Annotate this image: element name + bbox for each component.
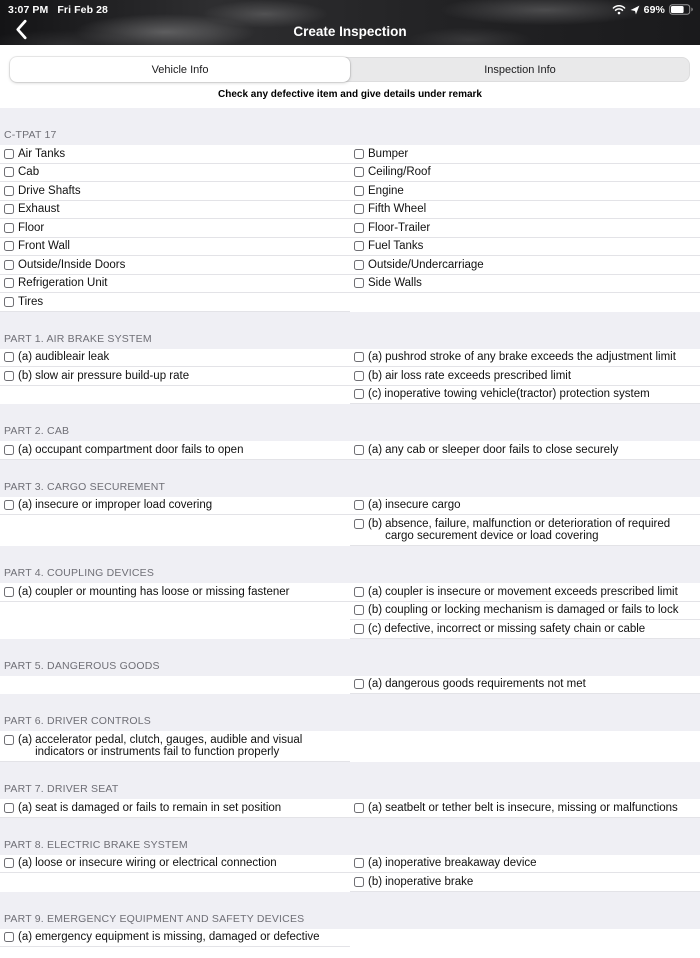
section-column-left xyxy=(0,676,350,695)
section-column-right xyxy=(350,497,700,547)
item-label: Drive Shafts xyxy=(18,184,81,197)
item-marker: (a) xyxy=(18,443,33,456)
section-column-left xyxy=(0,855,350,892)
battery-percent: 69% xyxy=(643,3,665,16)
checklist-item[interactable] xyxy=(350,441,700,460)
section-column-right xyxy=(350,929,700,958)
item-label: Floor-Trailer xyxy=(368,221,431,234)
item-marker: (a) xyxy=(368,443,383,456)
checkbox-unchecked-icon[interactable] xyxy=(4,371,14,381)
section xyxy=(0,762,700,818)
item-label: Outside/Inside Doors xyxy=(18,258,126,271)
checklist-item[interactable] xyxy=(350,349,700,368)
section-column-left xyxy=(0,799,350,818)
checkbox-unchecked-icon[interactable] xyxy=(4,223,14,233)
item-marker: (b) xyxy=(368,369,383,382)
tab-inspection-info[interactable] xyxy=(350,57,690,82)
checklist-item[interactable] xyxy=(350,182,700,201)
checkbox-unchecked-icon[interactable] xyxy=(4,587,14,597)
checklist-item[interactable] xyxy=(0,583,350,602)
checklist-item[interactable] xyxy=(350,873,700,892)
tab-label: Inspection Info xyxy=(484,63,556,76)
checkbox-unchecked-icon[interactable] xyxy=(354,241,364,251)
item-label: Fuel Tanks xyxy=(368,240,424,252)
item-label: Refrigeration Unit xyxy=(18,277,108,289)
item-label: emergency equipment is missing, damaged or defective xyxy=(35,931,320,943)
checklist-item[interactable] xyxy=(0,219,350,238)
section-column-left xyxy=(0,349,350,405)
item-marker: (b) xyxy=(368,604,383,616)
checkbox-unchecked-icon[interactable] xyxy=(4,858,14,868)
status-date: Fri Feb 28 xyxy=(57,3,108,16)
checklist-item[interactable] xyxy=(0,182,350,201)
item-label: insecure or improper load covering xyxy=(35,499,213,511)
section-body xyxy=(0,731,700,762)
item-marker: (a) xyxy=(368,351,383,363)
section xyxy=(0,404,700,460)
section-column-right xyxy=(350,855,700,892)
item-marker: (a) xyxy=(368,585,383,598)
item-marker: (a) xyxy=(368,678,383,690)
checklist-item[interactable] xyxy=(350,497,700,516)
section xyxy=(0,694,700,762)
section-body xyxy=(0,929,700,958)
item-label: Bumper xyxy=(368,147,409,160)
checkbox-unchecked-icon[interactable] xyxy=(4,167,14,177)
location-arrow-icon xyxy=(630,5,640,15)
checklist-item[interactable] xyxy=(350,201,700,220)
item-label: air loss rate exceeds prescribed limit xyxy=(385,369,572,382)
checklist-item[interactable] xyxy=(350,386,700,405)
checkbox-unchecked-icon[interactable] xyxy=(354,371,364,381)
item-label: insecure cargo xyxy=(385,499,461,511)
checkbox-unchecked-icon[interactable] xyxy=(354,500,364,510)
item-marker: (a) xyxy=(18,351,33,363)
checklist-item[interactable] xyxy=(350,855,700,874)
status-time: 3:07 PM xyxy=(8,3,49,16)
section-column-right xyxy=(350,799,700,818)
item-marker: (a) xyxy=(18,931,33,943)
item-label: audibleair leak xyxy=(35,351,110,363)
checklist-item[interactable] xyxy=(350,256,700,275)
checklist-item[interactable] xyxy=(350,145,700,164)
checkbox-unchecked-icon[interactable] xyxy=(4,500,14,510)
checklist-item[interactable] xyxy=(0,929,350,948)
checkbox-unchecked-icon[interactable] xyxy=(354,624,364,634)
checkbox-unchecked-icon[interactable] xyxy=(354,223,364,233)
item-marker: (a) xyxy=(368,857,383,869)
checkbox-unchecked-icon[interactable] xyxy=(354,877,364,887)
item-label: inoperative breakaway device xyxy=(385,857,537,869)
checklist-item[interactable] xyxy=(350,275,700,294)
item-label: loose or insecure wiring or electrical connection xyxy=(35,857,277,869)
checkbox-unchecked-icon[interactable] xyxy=(354,167,364,177)
status-bar xyxy=(0,0,700,17)
checklist-item[interactable] xyxy=(0,497,350,516)
item-label: Outside/Undercarriage xyxy=(368,258,484,271)
checkbox-unchecked-icon[interactable] xyxy=(354,149,364,159)
section-body xyxy=(0,855,700,892)
section-header: PART 7. DRIVER SEAT xyxy=(4,783,119,795)
section xyxy=(0,312,700,405)
checklist-item[interactable] xyxy=(0,275,350,294)
battery-icon xyxy=(669,4,693,15)
checkbox-unchecked-icon[interactable] xyxy=(354,858,364,868)
section-column-left xyxy=(0,497,350,547)
section-body xyxy=(0,349,700,405)
section-column-left xyxy=(0,441,350,460)
item-marker: (b) xyxy=(368,517,383,530)
checkbox-unchecked-icon[interactable] xyxy=(354,204,364,214)
section-column-right xyxy=(350,349,700,405)
page-title: Create Inspection xyxy=(293,23,407,39)
item-label: Front Wall xyxy=(18,240,70,252)
section xyxy=(0,546,700,639)
item-label: inoperative towing vehicle(tractor) protection system xyxy=(384,388,650,400)
section-column-right xyxy=(350,676,700,695)
item-marker: (a) xyxy=(18,733,33,746)
checklist-item[interactable] xyxy=(350,515,700,546)
checklist-item[interactable] xyxy=(0,731,350,762)
section-header: PART 5. DANGEROUS GOODS xyxy=(4,659,160,672)
checkbox-unchecked-icon[interactable] xyxy=(4,735,14,745)
item-label: Tires xyxy=(18,295,44,308)
item-label: Floor xyxy=(18,221,45,234)
section-header: PART 2. CAB xyxy=(4,425,70,437)
section-column-left xyxy=(0,583,350,639)
checklist-item[interactable] xyxy=(0,441,350,460)
section-column-right xyxy=(350,731,700,762)
item-label: seatbelt or tether belt is insecure, missing or malfunctions xyxy=(385,801,678,814)
item-label: any cab or sleeper door fails to close securely xyxy=(385,443,619,456)
section-body xyxy=(0,497,700,547)
item-label: Exhaust xyxy=(18,203,60,215)
item-label: Engine xyxy=(368,184,404,197)
checklist-item[interactable] xyxy=(0,145,350,164)
item-label: defective, incorrect or missing safety chain or cable xyxy=(384,622,646,635)
item-label: coupler is insecure or movement exceeds prescribed limit xyxy=(385,585,678,598)
section-body xyxy=(0,676,700,695)
item-label: coupler or mounting has loose or missing fastener xyxy=(35,585,290,598)
section-column-left xyxy=(0,731,350,762)
nav-bar xyxy=(0,17,700,45)
item-label: Side Walls xyxy=(368,277,422,289)
instruction-text: Check any defective item and give details under remark xyxy=(218,89,482,100)
section-header: PART 6. DRIVER CONTROLS xyxy=(4,715,151,727)
section-body xyxy=(0,583,700,639)
checklist-item[interactable] xyxy=(0,238,350,257)
item-marker: (a) xyxy=(18,801,33,814)
app-header xyxy=(0,0,700,45)
item-marker: (c) xyxy=(368,388,382,400)
checkbox-unchecked-icon[interactable] xyxy=(354,587,364,597)
checklist-item[interactable] xyxy=(350,367,700,386)
section xyxy=(0,639,700,695)
checklist-item[interactable] xyxy=(350,164,700,183)
checkbox-unchecked-icon[interactable] xyxy=(4,932,14,942)
section-header: PART 1. AIR BRAKE SYSTEM xyxy=(4,332,152,345)
checkbox-unchecked-icon[interactable] xyxy=(354,519,364,529)
section-body xyxy=(0,145,700,312)
checkbox-unchecked-icon[interactable] xyxy=(354,803,364,813)
item-marker: (b) xyxy=(18,369,33,382)
item-marker: (a) xyxy=(18,857,33,869)
checkbox-unchecked-icon[interactable] xyxy=(354,278,364,288)
checkbox-unchecked-icon[interactable] xyxy=(354,352,364,362)
checklist-item[interactable] xyxy=(0,256,350,275)
section-column-left xyxy=(0,929,350,958)
item-marker: (a) xyxy=(18,585,33,598)
item-label: Ceiling/Roof xyxy=(368,166,431,178)
item-label: Air Tanks xyxy=(18,147,66,160)
tab-vehicle-info[interactable] xyxy=(10,57,350,82)
checklist-item[interactable] xyxy=(350,238,700,257)
item-label: slow air pressure build-up rate xyxy=(35,369,190,382)
checklist-item[interactable] xyxy=(350,676,700,695)
section-column-left xyxy=(0,145,350,312)
section-header: C-TPAT 17 xyxy=(4,129,57,141)
item-label: dangerous goods requirements not met xyxy=(385,678,586,690)
item-label: Cab xyxy=(18,166,40,178)
item-label: occupant compartment door fails to open xyxy=(35,443,244,456)
checkbox-unchecked-icon[interactable] xyxy=(4,241,14,251)
checkbox-unchecked-icon[interactable] xyxy=(4,260,14,270)
checkbox-unchecked-icon[interactable] xyxy=(354,679,364,689)
checkbox-unchecked-icon[interactable] xyxy=(354,445,364,455)
checkbox-unchecked-icon[interactable] xyxy=(4,204,14,214)
item-label: pushrod stroke of any brake exceeds the adjustment limit xyxy=(385,351,676,363)
section-header: PART 3. CARGO SECUREMENT xyxy=(4,480,166,493)
checkbox-unchecked-icon[interactable] xyxy=(4,149,14,159)
item-label: seat is damaged or fails to remain in set position xyxy=(35,801,282,814)
checkbox-unchecked-icon[interactable] xyxy=(354,605,364,615)
item-marker: (a) xyxy=(368,499,383,511)
checkbox-unchecked-icon[interactable] xyxy=(4,445,14,455)
checkbox-unchecked-icon[interactable] xyxy=(4,186,14,196)
item-label: inoperative brake xyxy=(385,875,474,888)
checkbox-unchecked-icon[interactable] xyxy=(354,186,364,196)
item-marker: (a) xyxy=(368,801,383,814)
checklist-item[interactable] xyxy=(350,583,700,602)
section xyxy=(0,818,700,892)
item-label: Fifth Wheel xyxy=(368,203,427,215)
checklist-item[interactable] xyxy=(0,201,350,220)
chevron-left-icon xyxy=(15,19,27,43)
section-header: PART 4. COUPLING DEVICES xyxy=(4,567,155,579)
checklist-item[interactable] xyxy=(0,293,350,312)
section-column-right xyxy=(350,441,700,460)
checklist-item[interactable] xyxy=(0,799,350,818)
checklist-item[interactable] xyxy=(0,367,350,386)
checkbox-unchecked-icon[interactable] xyxy=(4,352,14,362)
item-marker: (b) xyxy=(368,875,383,888)
checkbox-unchecked-icon[interactable] xyxy=(354,260,364,270)
item-marker: (a) xyxy=(18,499,33,511)
checklist-item[interactable] xyxy=(350,602,700,621)
tab-label: Vehicle Info xyxy=(151,63,209,76)
section xyxy=(0,460,700,547)
wifi-icon xyxy=(612,4,626,15)
checklist-item[interactable] xyxy=(0,164,350,183)
item-label: coupling or locking mechanism is damaged or fails to lock xyxy=(385,604,679,616)
tab-bar xyxy=(10,57,690,82)
checklist-item[interactable] xyxy=(350,620,700,639)
checkbox-unchecked-icon[interactable] xyxy=(4,297,14,307)
item-label: accelerator pedal, clutch, gauges, audible and visual indicators or instruments fail to function properly xyxy=(35,733,303,758)
section-column-right xyxy=(350,145,700,312)
section xyxy=(0,108,700,312)
checkbox-unchecked-icon[interactable] xyxy=(4,803,14,813)
checkbox-unchecked-icon[interactable] xyxy=(4,278,14,288)
checklist-item[interactable] xyxy=(350,799,700,818)
checklist-item[interactable] xyxy=(350,219,700,238)
back-button[interactable] xyxy=(15,20,35,42)
checkbox-unchecked-icon[interactable] xyxy=(354,389,364,399)
checklist-item[interactable] xyxy=(0,855,350,874)
checklist xyxy=(0,108,700,943)
item-label: absence, failure, malfunction or deterioration of required cargo securement device or load covering xyxy=(385,517,671,542)
section-body xyxy=(0,799,700,818)
checklist-item[interactable] xyxy=(0,349,350,368)
section-header: PART 9. EMERGENCY EQUIPMENT AND SAFETY DEVICES xyxy=(4,912,305,925)
section xyxy=(0,892,700,958)
section-header: PART 8. ELECTRIC BRAKE SYSTEM xyxy=(4,838,188,851)
section-body xyxy=(0,441,700,460)
item-marker: (c) xyxy=(368,622,382,635)
section-column-right xyxy=(350,583,700,639)
